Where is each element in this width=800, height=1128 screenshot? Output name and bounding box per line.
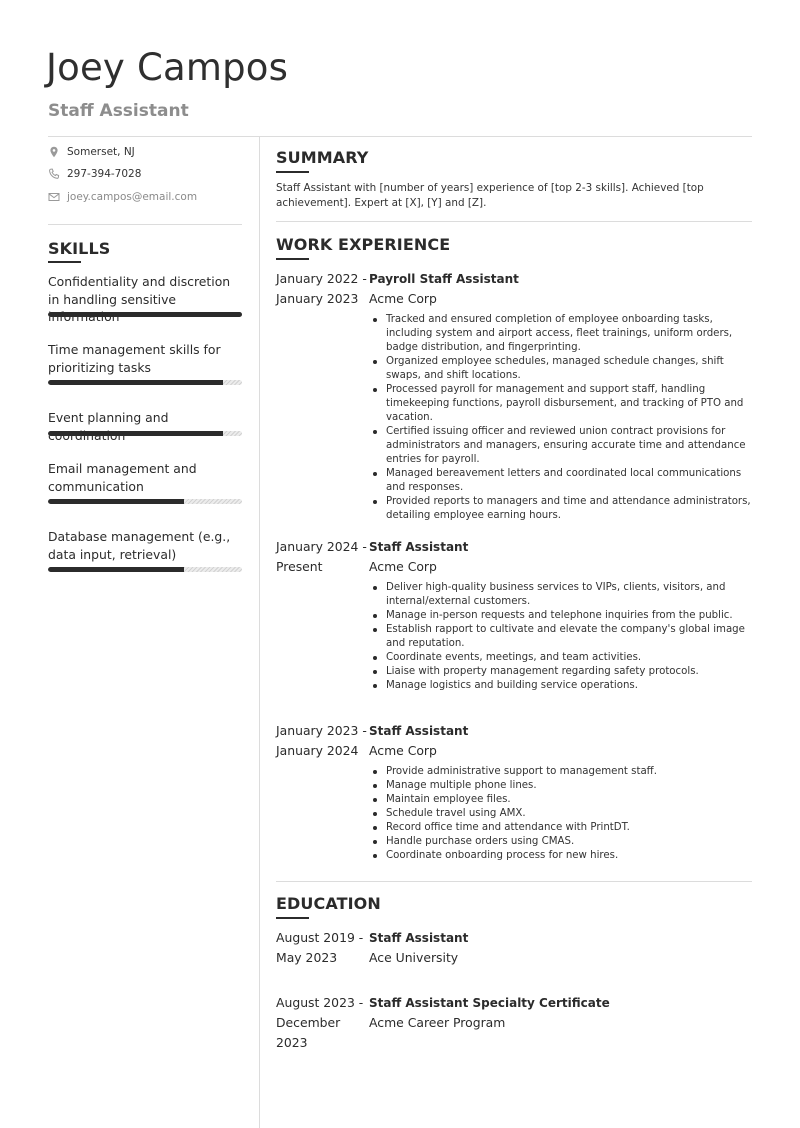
skill-level-bar [48,312,242,317]
envelope-icon [48,191,60,203]
education-date-start: August 2019 - [276,930,364,945]
job-bullet: Deliver high-quality business services to VIPs, clients, visitors, and internal/external customers. [369,581,752,609]
contact-divider [48,224,242,225]
location-text: Somerset, NJ [67,146,135,158]
job-date-end: January 2023 [276,291,359,306]
phone-icon [48,168,60,180]
job-date-start: January 2024 - [276,539,367,554]
job-bullet: Certified issuing officer and reviewed union contract provisions for administrators and managers, ensuring accurate time and attendance entries for payroll. [369,425,752,467]
summary-text: Staff Assistant with [number of years] experience of [top 2-3 skills]. Achieved [top achievement]. Expert at [X], [Y] and [Z]. [276,182,704,209]
job-bullet: Handle purchase orders using CMAS. [369,835,752,849]
job-company: Acme Corp [369,291,437,306]
job-company: Acme Corp [369,743,437,758]
job-bullets [369,581,752,693]
skill-level-fill [48,567,184,572]
job-bullet: Record office time and attendance with PrintDT. [369,821,752,835]
skill-level-fill [48,499,184,504]
skill-name: Time management skills for prioritizing tasks [48,342,221,375]
job-company: Acme Corp [369,559,437,574]
job-bullet: Manage in-person requests and telephone inquiries from the public. [369,609,752,623]
skills-heading [48,239,110,258]
job-bullet: Organized employee schedules, managed schedule changes, shift swaps, and shift locations. [369,355,752,383]
summary-title: SUMMARY [276,148,369,167]
job-bullets [369,765,752,863]
skill-level-bar [48,499,242,504]
education-institution: Ace University [369,950,459,965]
job-bullet: Establish rapport to cultivate and elevate the company's global image and reputation. [369,623,752,651]
education-dates [276,928,368,968]
skill-item [48,273,242,326]
contact-location [48,143,135,161]
job-bullet: Tracked and ensured completion of employee onboarding tasks, including system and airport access, fleet trainings, uniform orders, badge distribution, and fingerprinting. [369,313,752,355]
email-text[interactable]: joey.campos@email.com [67,191,198,203]
phone-text: 297-394-7028 [67,168,142,180]
skill-item [48,460,242,495]
education-dates [276,993,368,1053]
experience-underline [276,258,309,260]
column-divider [259,137,260,1128]
education-heading [276,894,381,913]
summary-underline [276,171,309,173]
education-underline [276,917,309,919]
skill-name: Email management and communication [48,461,197,494]
contact-email [48,188,197,206]
job-bullets [369,313,752,523]
experience-title: WORK EXPERIENCE [276,235,451,254]
skill-item [48,409,242,444]
skill-level-fill [48,312,242,317]
job-bullet: Managed bereavement letters and coordinated local communications and responses. [369,467,752,495]
job-dates [276,537,368,577]
candidate-name: Joey Campos [46,46,289,89]
skill-level-fill [48,380,223,385]
skill-level-bar [48,380,242,385]
header-divider [48,136,752,137]
location-pin-icon [48,146,60,158]
job-bullet: Maintain employee files. [369,793,752,807]
job-bullet: Provided reports to managers and time and attendance administrators, detailing employee earning hours. [369,495,752,523]
skills-underline [48,261,81,263]
job-bullet: Schedule travel using AMX. [369,807,752,821]
skill-level-fill [48,431,223,436]
job-date-end: Present [276,559,323,574]
job-bullet: Manage logistics and building service operations. [369,679,752,693]
job-date-start: January 2023 - [276,723,367,738]
education-institution: Acme Career Program [369,1015,506,1030]
job-dates [276,269,368,309]
job-bullet: Provide administrative support to management staff. [369,765,752,779]
candidate-role: Staff Assistant [48,101,189,121]
contact-phone [48,165,141,183]
job-bullet: Liaise with property management regarding safety protocols. [369,665,752,679]
job-date-start: January 2022 - [276,271,367,286]
education-date-start: August 2023 - [276,995,364,1010]
job-date-end: January 2024 [276,743,359,758]
skill-name: Database management (e.g., data input, retrieval) [48,529,231,562]
summary-divider [276,221,752,222]
job-bullet: Processed payroll for management and support staff, handling timekeeping functions, payroll disbursement, and tracking of PTO and vacation. [369,383,752,425]
education-title-text: Staff Assistant Specialty Certificate [369,996,610,1010]
education-date-end: December 2023 [276,1015,341,1050]
job-bullet: Coordinate onboarding process for new hires. [369,849,752,863]
skill-item [48,341,242,376]
experience-heading [276,235,450,254]
job-title: Staff Assistant [369,540,469,554]
job-title: Payroll Staff Assistant [369,272,519,286]
summary-heading [276,148,368,167]
skill-level-bar [48,431,242,436]
job-title: Staff Assistant [369,724,469,738]
skills-title: SKILLS [48,239,111,258]
skill-level-bar [48,567,242,572]
experience-divider [276,881,752,882]
skill-name: Event planning and [48,410,169,425]
job-dates [276,721,368,761]
education-date-end: May 2023 [276,950,338,965]
job-bullet: Manage multiple phone lines. [369,779,752,793]
education-title: EDUCATION [276,894,381,913]
education-title-text: Staff Assistant [369,931,469,945]
skill-name: Confidentiality and discretion in handling sensitive [48,274,231,307]
skill-item [48,528,242,563]
job-bullet: Coordinate events, meetings, and team activities. [369,651,752,665]
